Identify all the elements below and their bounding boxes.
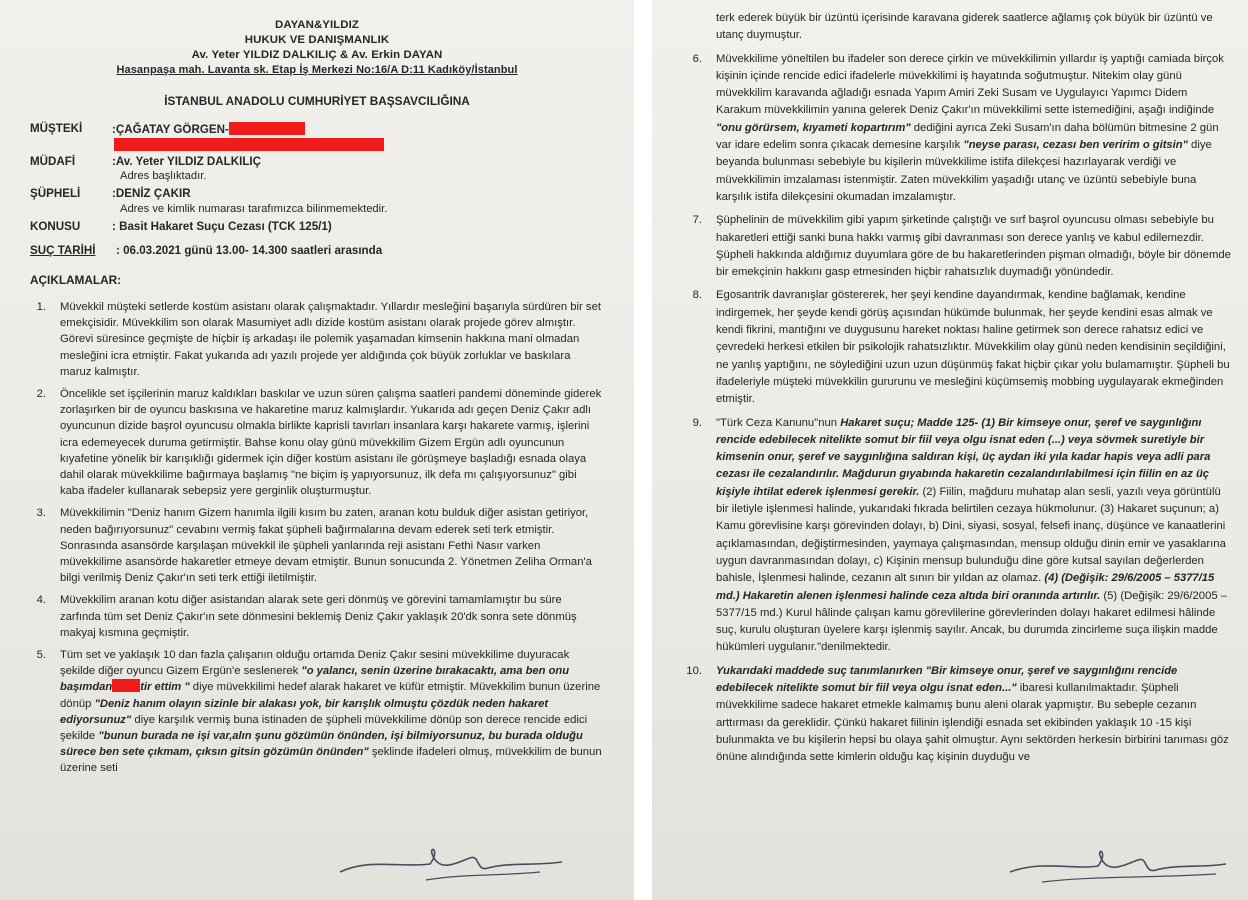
signature [1002,832,1232,890]
musteki-redacted-row [30,138,604,151]
musteki-label: MÜŞTEKİ [30,122,83,135]
supheli-address: Adres ve kimlik numarası tarafımızca bilinmemektedir. [120,202,388,215]
list-item: 4. Müvekkilim aranan kotu diğer asistandan alarak sete geri dönmüş ve görevini tamamlamıştır bu süre zarfında tüm set Deniz Çakır'ın sete dönmesini beklemiş Deniz Çakır yaklaşık 20'dk sonra sete dönmüş makyaj kısmına geçmiştir. [36,594,577,639]
explanation-list [30,299,604,777]
redaction-bar [114,138,384,151]
continued-text: terk ederek büyük bir üzüntü içerisinde karavana giderek saatlerce ağlamış çok büyük bir üzüntü ve utanç duymuştur. [716,12,1213,42]
firm-name: DAYAN&YILDIZ [275,19,359,31]
list-item: 1. Müvekkil müşteki setlerde kostüm asistanı olarak çalışmaktadır. Yıllardır mesleğini başarıyla sürdüren bir set emekçisidir. Müvekkilim son olarak Masumiyet adlı dizide kostüm asistanı olarak projede görev almıştır. Görevi süresince geçmişte de hiçbir iş arkadaşı ile polemik yaşamadan kimsenin hakkına mani olmadan mesleğini icra etmiştir. Fakat yukarıda adı yazılı projede yer aldığında çok büyük zorluklar ve baskılara maruz kalmıştır. [36,301,602,378]
firm-subtitle: HUKUK VE DANIŞMANLIK [244,34,390,46]
lawyer-names: Av. Yeter YILDIZ DALKILIÇ & Av. Erkin DAYAN [191,49,443,61]
list-item: 2. Öncelikle set işçilerinin maruz kaldıkları baskılar ve uzun süren çalışma saatleri pandemi döneminde giderek zorlaşırken bir de oyuncu baskısına ve hakaretine maruz kalmışlardır. Yukarıda adı geçen Deniz Çakır adlı oyuncunun dizide başrol oyuncusu olmakla birlikte kaprisli tavırları insanlara karşı hakarete varmış, işlerini icra edemeyecek duruma getirmiştir. Bahse konu olay günü müvekkilim Gizem Ergün adlı oyuncunun kıyafetine yönelik bir karışıklığı gidermek için diğer kostüm asistanı ile görüşmeye başladığı esnada olaya dahil olarak müvekkilime bağırmaya başlamış "ne biçim iş yapıyorsunuz, ilk defa mı çalışıyorsunuz" gibi kaba ifadeler kullanarak sebepsiz yere gerginlik oluşturmuştur. [36,388,602,498]
list-item: 8. Egosantrik davranışlar göstererek, her şeyi kendine dayandırmak, kendine bağlamak, kendine indirgemek, her şeyde kendi görüş açısından hükümde bulunmak, her şeyde kendini esas almak ve kendi fikrini, mantığını ve duygusunu hareket noktası haline getirmek son derece rahatsız edici ve çevredeki herkesi etkilen bir psikolojik rahatsızlıktır. Müvekkilim olay günü neden kendisinin seçildiğini, ne yanlış yaptığını, ne söylediğini uzun uzun düşünmüş fakat hiçbir çıkar yolu bulamamıştır. Şüpheli bu ifadeleriyle müşteki müvekkilin gururunu ve mesleğini küçümsemiş mobbing uygulayarak ekmeğinden etmiştir. [692,289,1230,406]
recipient-office: İSTANBUL ANADOLU CUMHURİYET BAŞSAVCILIĞINA [164,94,470,108]
mudafi-value: :Av. Yeter YILDIZ DALKILIÇ [112,154,262,168]
mudafi-label: MÜDAFİ [30,154,76,168]
list-item: 6. Müvekkilime yöneltilen bu ifadeler son derece çirkin ve müvekkilimin yıllardır iş yaptığı camiada birçok kişinin içinde rencide edici ifadelerle müvekkilimi iş hayatında soğutmuştur. Nitekim olay günü müvekkilim karavanda ağladığı esnada Yapım Amiri Zeki Susam ve Uygulayıcı Yapımcı Didem Karakum müvekkilimin yanına gelerek Deniz Çakır'ın müvekkilimi sette istemediğini, aşağı indiğinde "onu görürsem, kıyameti kopartırım" dediğini ayrıca Zeki Susam'ın daha bölümün bitmesine 2 gün var idare edelim sonra çıkacak demesine karşılık "neyse parası, cezası ben veririm o gitsin" diye beyanda bulunması sebebiyle bu kişilerin müvekkilime istifa dilekçesi hazırlayarak verdiği ve müvekkilimin imzalaması istenmiştir. Zaten müvekkilim yaşadığı utanç ve üzüntü sebebiyle buna karşılık istifa dilekçesini okumadan imzalamıştır. [692,52,1224,203]
musteki-value: :ÇAĞATAY GÖRGEN- [112,122,305,138]
list-item: 10. Yukarıdaki maddede suç tanımlanırken "Bir kimseye onur, şeref ve saygınlığını rencide edebilecek nitelikte somut bir fiil veya olgu isnat eden..." ibaresi kullanılmaktadır. Şüpheli müvekkilime sadece hakaret etmekle kalmamış bunu aleni olarak yapmıştır. Bu sebeple cezanın arttırması da gereklidir. Çünkü hakaret fiilinin işlendiği esnada set ekibinden yaklaşık 10 -15 kişi bulunmakta ve bu kişilerin hepsi bu olaya şahit olmuştur. Aynı sektörden herkesin birbirini tanıması göz önüne alındığında sette kimlerin olduğu kaç kişinin duyduğu ve [686,664,1229,764]
redaction-bar [112,679,140,692]
suc-tarihi-value: : 06.03.2021 günü 13.00- 14.300 saatleri arasında [116,244,383,257]
list-item: 3. Müvekkilimin "Deniz hanım Gizem hanımla ilgili kısım bu zaten, aranan kotu bulduk diğer asistan getiriyor, neden bağırıyorsunuz" cevabını vermiş fakat şüpheli bağırmalarına devam ederek seti terk etmiştir. Sonrasında asansörde karşılaşan müvekkil ile şüpheli yanlarında reji asistanı Fethi Nasır varken müvekkilime asansörde hakaretler etmeye devam etmiştir. Bunun sonucunda 2. Yönetmen Zeliha Orman'a bilgi verilmiş Deniz Çakır'ın seti terk ettiği iletilmiştir. [36,507,592,585]
signature [330,828,570,888]
konusu-value: : Basit Hakaret Suçu Cezası (TCK 125/1) [112,219,332,233]
supheli-label: ŞÜPHELİ [30,187,81,200]
redaction-bar [229,122,305,135]
document-page-2 [652,0,1248,900]
musteki-row [30,122,604,138]
konusu-row [30,220,604,235]
list-item: 5. Tüm set ve yaklaşık 10 dan fazla çalışanın olduğu ortamda Deniz Çakır sesini müvekkilime duyuracak şekilde diğer oyuncu Gizem Ergün'e seslenerek "o yalancı, senin üzerine bırakacaktı, ama ben onu başımdan tir ettim " diye müvekkilimi hedef alarak hakaret ve küfür etmiştir. Müvekkilim bunun üzerine dönüp "Deniz hanım olayın sizinle bir alakası yok, bir karışlık olmuştu çözdük neden hakaret ediyorsunuz" diye karşılık vermiş buna istinaden de şüpheli müvekkilime dönüp son derece rencide edici şekilde "bunun burada ne işi var,alın şunu gözümün önünden, işi bilmiyorsunuz, bu burada olduğu sürece ben sete çıkmam, çıksın gitsin gözümün önünden" şeklinde ifadeleri olmuş, müvekkilim de bunun üzerine seti [36,649,602,775]
list-item: 9. "Türk Ceza Kanunu"nun Hakaret suçu; Madde 125- (1) Bir kimseye onur, şeref ve saygınlığını rencide edebilecek nitelikte somut bir fiil veya olgu isnat eden (...) veya sövmek suretiyle bir kimsenin onur, şeref ve saygınlığına saldıran kişi, üç aydan iki yıla kadar hapis veya adli para cezası ile cezalandırılır. Mağdurun gıyabında hakaretin cezalandırılabilmesi için fiilin en az üç kişiyle ihtilat ederek işlenmesi gerekir. (2) Fiilin, mağduru muhatap alan sesli, yazılı veya görüntülü bir iletiyle işlenmesi halinde, yukarıdaki fıkrada belirtilen cezaya hükmolunur. (3) Hakaret suçunun; a) Kamu görevlisine karşı görevinden dolayı, b) Dini, siyasi, sosyal, felsefi inanç, düşünce ve kanaatlerini açıklamasından, değiştirmesinden, yaymaya çalışmasından, mensup olduğu dinin emir ve yasaklarına uygun davranmasından dolayı, c) Kişinin mensup bulunduğu dine göre kutsal sayılan değerlerden bahisle, İşlenmesi halinde, cezanın alt sınırı bir yıldan az olamaz. (4) (Değişik: 29/6/2005 – 5377/15 md.) Hakaretin alenen işlenmesi halinde ceza altıda biri oranında artırılır. (5) (Değişik: 29/6/2005 – 5377/15 md.) Kurul hâlinde çalışan kamu görevlilerine görevlerinden dolayı hakaret edilmesi hâlinde suç, kurulu oluşturan üyelere karşı işlenmiş sayılır. Ancak, bu durumda zincirleme suça ilişkin madde hükümleri uygulanır."denilmektedir. [692,416,1228,654]
supheli-row [30,187,604,202]
list-item: 7. Şüphelinin de müvekkilim gibi yapım şirketinde çalıştığı ve sırf başrol oyuncusu olması sebebiyle bu hakaretleri ettiği sanki buna hakkı varmış gibi davranması son derece yanlış ve kabul edilemezdir. Şüpheli hakkında aldığımız duyumlara göre de bu hakaretlerinden pişman olmadığı, böyle bir dönemde bir emekçinin hakkını gasp etmesinden hiçbir rahatsızlık duymadığı yönündedir. [692,214,1231,279]
mudafi-address: Adres başlıktadır. [120,170,207,182]
mudafi-row [30,155,604,170]
supheli-value: :DENİZ ÇAKIR [112,187,191,200]
aciklamalar-heading: AÇIKLAMALAR: [30,273,122,287]
suc-tarihi-row [30,244,604,257]
suc-tarihi-label: SUÇ TARİHİ [30,244,96,257]
firm-address: Hasanpaşa mah. Lavanta sk. Etap İş Merkezi No:16/A D:11 Kadıköy/İstanbul [116,64,518,76]
explanation-list-continued [674,51,1232,767]
konusu-label: KONUSU [30,219,81,233]
